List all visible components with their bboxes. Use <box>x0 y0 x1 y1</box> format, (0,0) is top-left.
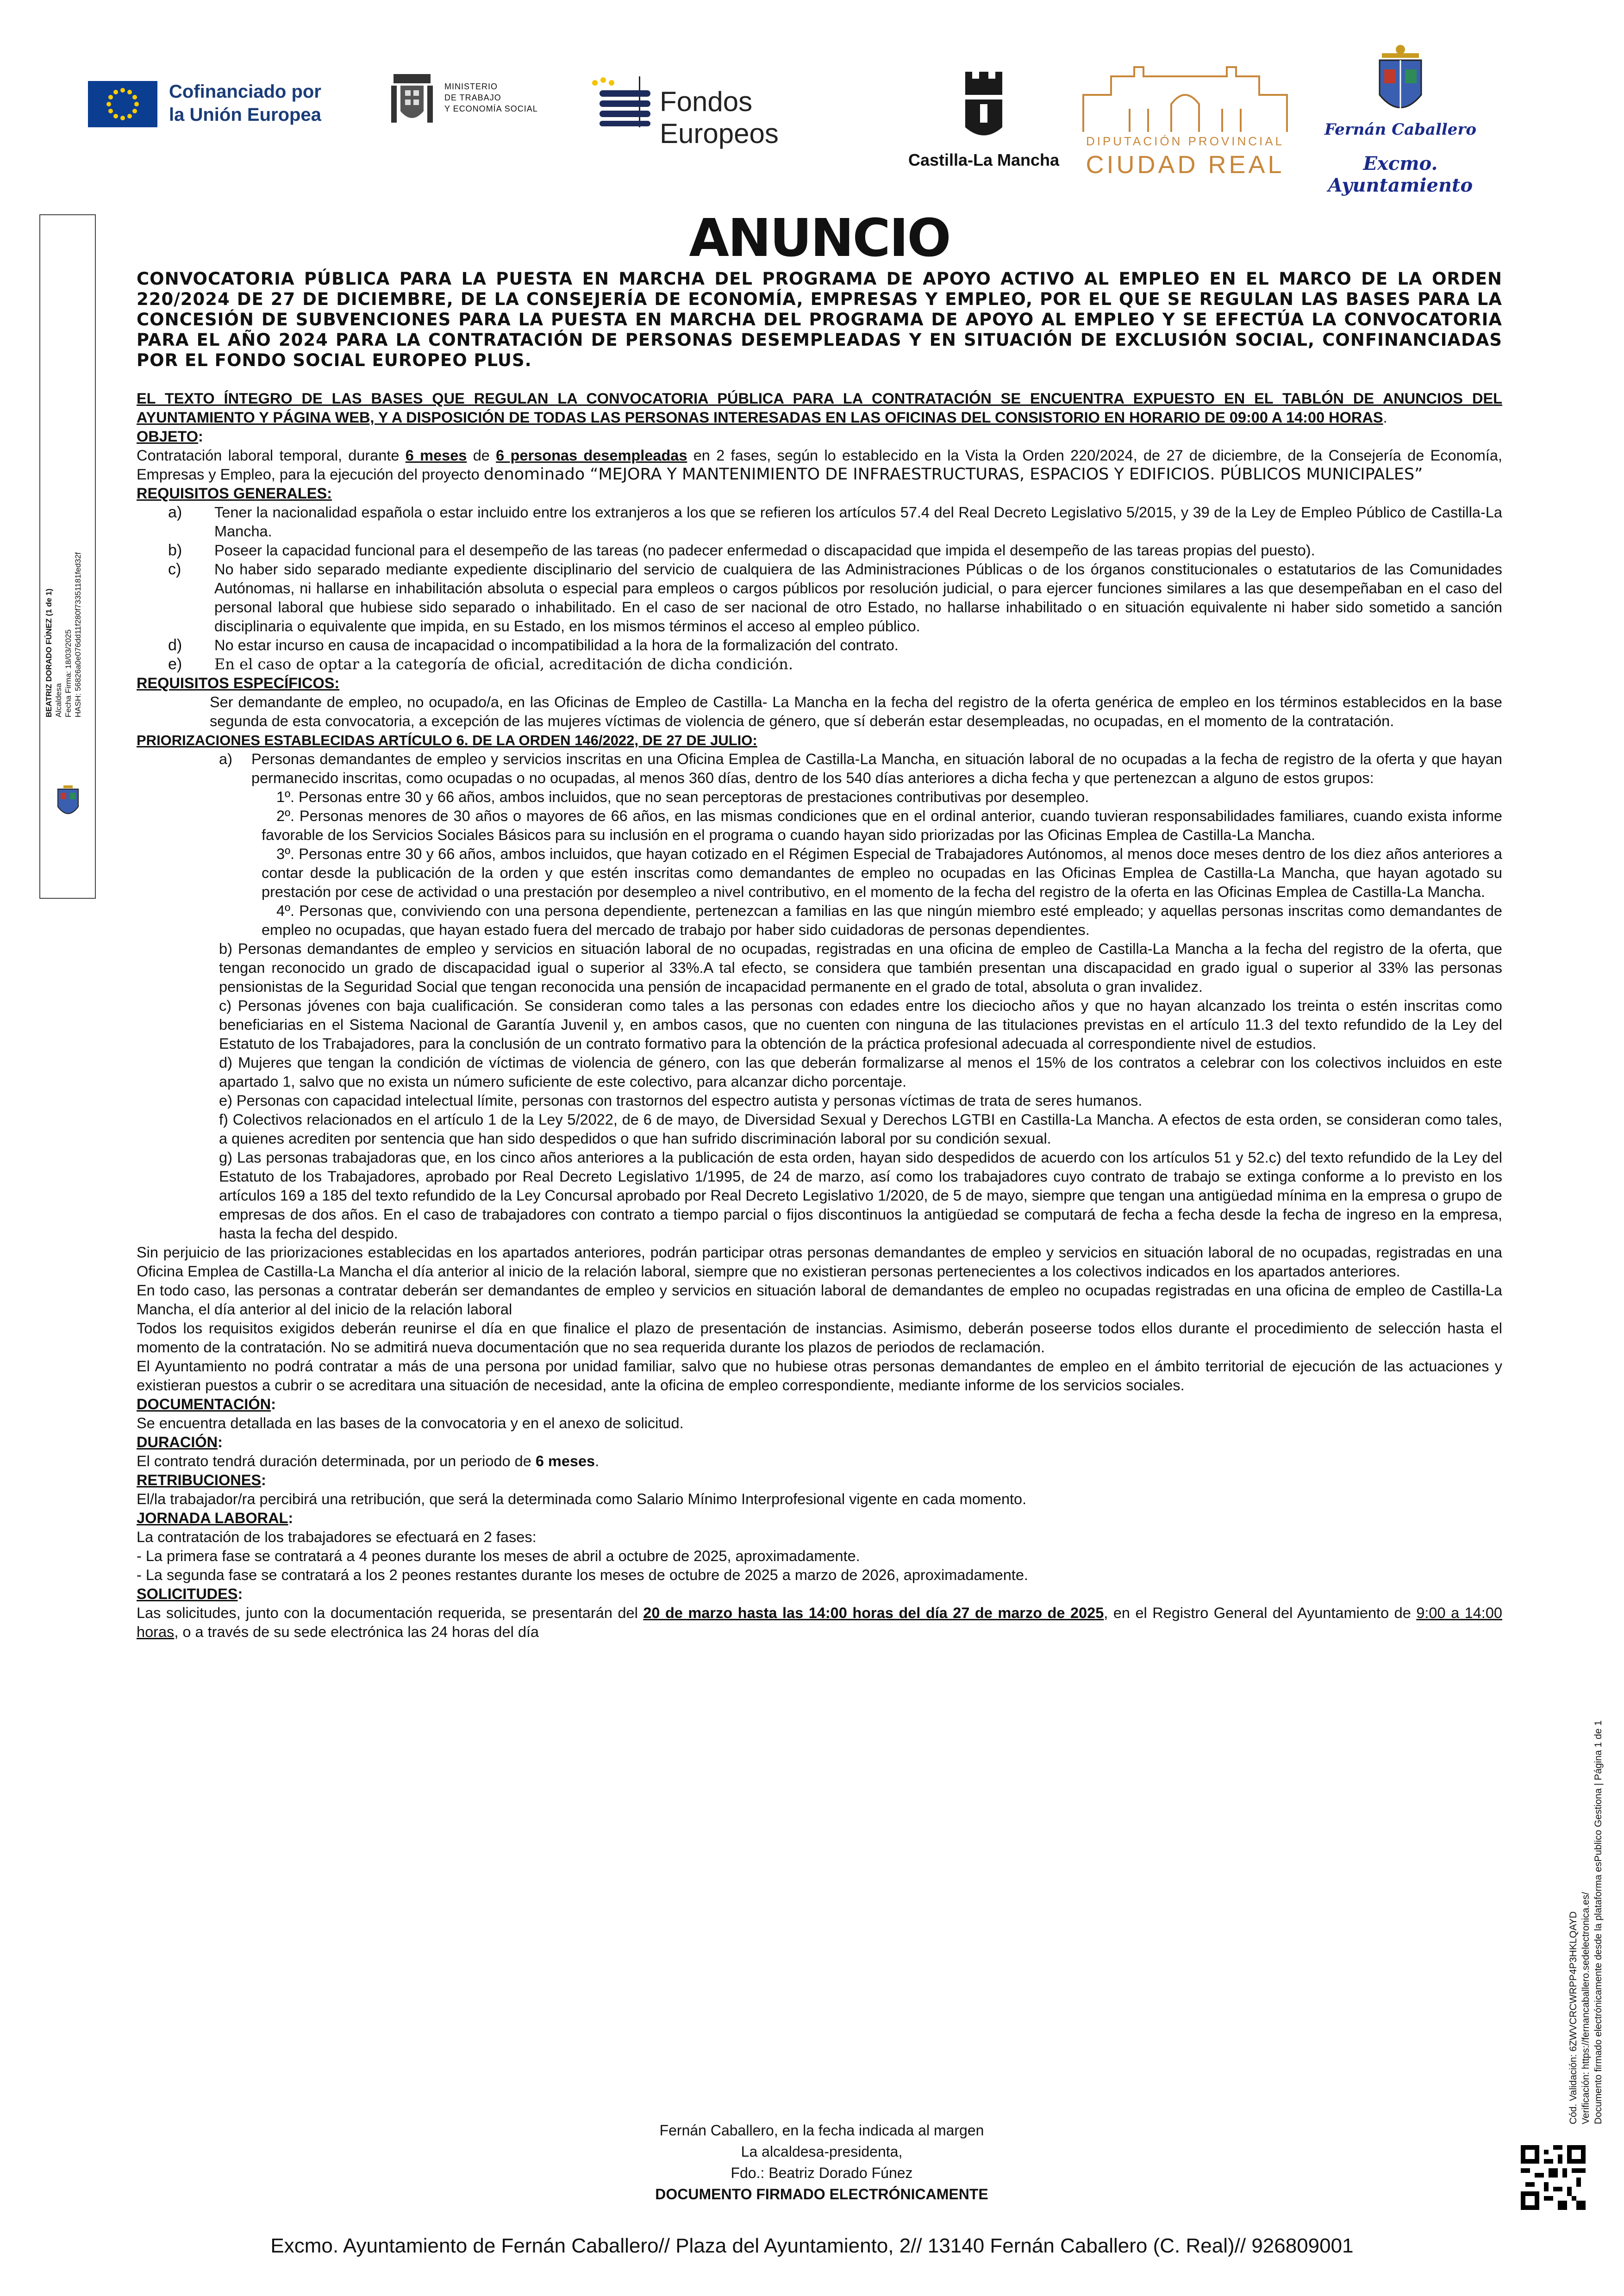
diputacion-ciudad-real-logo: DIPUTACIÓN PROVINCIAL CIUDAD REAL <box>1074 58 1296 183</box>
jornada-line: - La segunda fase se contratará a los 2 peones restantes durante los meses de octubre de 2025 a marzo de 2026, aproximadamente. <box>137 1567 1028 1583</box>
jornada-line: - La primera fase se contratará a 4 peones durante los meses de abril a octubre de 2025, aproximadamente. <box>137 1548 860 1564</box>
header-logos <box>88 44 1486 197</box>
paragraph: El Ayuntamiento no podrá contratar a más de una persona por unidad familiar, salvo que no hubiese otras personas demandantes de empleo en el ámbito territorial de ejecución de las actuaciones y existieran puestos a cubrir o se acreditara una situación de necesidad, ante la oficina de empleo correspondiente, mediante informe de los servicios sociales. <box>137 1358 1502 1394</box>
solicitudes-heading: SOLICITUDES: <box>137 1586 243 1602</box>
documentacion-text: Se encuentra detallada en las bases de la convocatoria y en el anexo de solicitud. <box>137 1415 684 1431</box>
list-item: e) En el caso de optar a la categoría de oficial, acreditación de dicha condición. <box>168 655 793 673</box>
document-title: ANUNCIO <box>689 208 950 268</box>
priorizaciones-heading: PRIORIZACIONES ESTABLECIDAS ARTÍCULO 6. DE LA ORDEN 146/2022, DE 27 DE JULIO: <box>137 732 757 748</box>
list-item: 1º. Personas entre 30 y 66 años, ambos incluidos, que no sean perceptoras de prestaciones contributivas por desempleo. <box>276 789 1089 805</box>
paragraph: Sin perjuicio de las priorizaciones establecidas en los apartados anteriores, podrán participar otras personas demandantes de empleo y servicios en situación laboral de no ocupadas, registradas en una Oficina Emplea de Castilla-La Mancha el día anterior al inicio de la relación laboral, siempre que no existieran personas pertenecientes a los colectivos indicados en los apartados anteriores. <box>137 1244 1502 1280</box>
paragraph: Todos los requisitos exigidos deberán reunirse el día en que finalice el plazo de presentación de instancias. Asimismo, deberán poseerse todos ellos durante el procedimiento de selección hasta el momento de la contratación. No se admitirá nueva documentación que no sea requerida durante los plazos de periodos de reclamación. <box>137 1320 1502 1356</box>
retribuciones-text: El/la trabajador/ra percibirá una retribución, que será la determinada como Salario Mínimo Interprofesional vigente en cada momento. <box>137 1491 1027 1507</box>
ministerio-trabajo-logo: MINISTERIO DE TRABAJO Y ECONOMÍA SOCIAL <box>389 72 630 137</box>
paragraph: En todo caso, las personas a contratar deberán ser demandantes de empleo y servicios en situación laboral de demandantes de empleo no ocupadas registradas en una oficina de empleo de Castilla-La Mancha, el día anterior al del inicio de la relación laboral <box>137 1282 1502 1318</box>
list-item: 4º. Personas que, conviviendo con una persona dependiente, pertenezcan a familias en las que ningún miembro esté empleado; y aquellas personas inscritas como demandantes de empleo no ocupadas, que hayan estado fuera del mercado de trabajo por haber sido cuidadoras de personas dependientes. <box>262 902 1502 938</box>
requisitos-generales-list <box>137 503 1502 674</box>
solicitudes-text: Las solicitudes, junto con la documentación requerida, se presentarán del 20 de marzo hasta las 14:00 horas del día 27 de marzo de 2025, en el Registro General del Ayuntamiento de 9:00 a 14:00 horas, o a través de su sede electrónica las 24 horas del día <box>137 1605 1502 1640</box>
municipal-coat-of-arms-icon <box>1368 44 1433 120</box>
list-item: a) Personas demandantes de empleo y servicios inscritas en una Oficina Emplea de Castilla-La Mancha, en situación laboral de no ocupadas a la fecha de registro de la oferta y que hayan permanecido inscritas, como ocupadas o no ocupadas, al menos 360 días, dentro de los 540 días anteriores a dicha fecha y que pertenezcan a alguno de estos grupos: <box>219 751 1502 786</box>
objeto-section: OBJETO: <box>137 428 203 445</box>
list-item: e) Personas con capacidad intelectual límite, personas con trastornos del espectro autista y personas víctimas de trata de seres humanos. <box>219 1092 1143 1109</box>
list-item: 2º. Personas menores de 30 años o mayores de 66 años, en las mismas condiciones que en el ordinal anterior, cuando tuvieran responsabilidades familiares, cuando exista informe favorable de los Servicios Sociales Básicos para su inclusión en el programa o cuando hayan sido priorizadas por las Oficinas Emplea de Castilla-La Mancha. <box>262 808 1502 843</box>
castilla-la-mancha-logo: Castilla-La Mancha <box>907 58 1060 187</box>
jornada-line: La contratación de los trabajadores se efectuará en 2 fases: <box>137 1529 537 1545</box>
fondos-europeos-icon <box>590 76 655 127</box>
list-item: g) Las personas trabajadoras que, en los cinco años anteriores a la publicación de esta orden, hayan sido despedidos de acuerdo con los artículos 51 y 52.c) del texto refundido de la Ley del Estatuto de los Trabajadores, aprobado por Real Decreto Legislativo 1/1995, de 24 de marzo, así como los trabajadores cuyo contrato de trabajo se extinga conforme a lo previsto en los artículos 169 a 185 del texto refundido de la Ley Concursal aprobado por Real Decreto Legislativo 1/2020, de 5 de mayo, siempre que tengan una antigüedad mínima en la empresa o grupo de empresas de dos años. En el caso de trabajadores con contrato a tiempo parcial o fijos discontinuos la antigüedad se computará de fecha a fecha desde la fecha de ingreso en la empresa, hasta la fecha del despido. <box>219 1149 1502 1242</box>
diputacion-building-icon <box>1074 58 1296 134</box>
texto-integro-notice: EL TEXTO ÍNTEGRO DE LAS BASES QUE REGULAN LA CONVOCATORIA PÚBLICA PARA LA CONTRATACIÓN SE ENCUENTRA EXPUESTO EN EL TABLÓN DE ANUNCIOS DEL AYUNTAMIENTO Y PÁGINA WEB, Y A DISPOSICIÓN DE TODAS LAS PERSONAS INTERESADAS EN LAS OFICINAS DEL CONSISTORIO EN HORARIO DE 09:00 A 14:00 HORAS. <box>137 390 1502 426</box>
municipal-crest-icon <box>54 784 82 821</box>
announcement-document <box>137 208 1502 1642</box>
list-item: d) No estar incurso en causa de incapacidad o incompatibilidad a la hora de la formalización del contrato. <box>168 636 899 654</box>
signature-block: Fernán Caballero, en la fecha indicada al margen La alcaldesa-presidenta, Fdo.: Beatriz Dorado Fúnez DOCUMENTO FIRMADO ELECTRÓNICAMENTE <box>655 2122 988 2203</box>
requisitos-especificos-text: Ser demandante de empleo, no ocupado/a, en las Oficinas de Empleo de Castilla- La Mancha en la fecha del registro de la oferta genérica de empleo en los términos establecidos en la base segunda de esta convocatoria, a excepción de las mujeres víctimas de violencia de género, que sí deberán estar desempleadas, no ocupadas, en el momento de la contratación. <box>210 694 1502 729</box>
signature-strip-text: BEATRIZ DORADO FÚNEZ (1 de 1) Alcaldesa Fecha Firma: 18/03/2025 HASH: 56826a0e076dd11f280f73351181fed32f <box>44 552 82 717</box>
announcement-intro: CONVOCATORIA PÚBLICA PARA LA PUESTA EN MARCHA DEL PROGRAMA DE APOYO ACTIVO AL EMPLEO EN EL MARCO DE LA ORDEN 220/2024 DE 27 DE DICIEMBRE, DE LA CONSEJERÍA DE ECONOMÍA, EMPRESAS Y EMPLEO, POR EL QUE SE REGULAN LAS BASES PARA LA CONCESIÓN DE SUBVENCIONES PARA LA PUESTA EN MARCHA DEL PROGRAMA DE APOYO AL EMPLEO Y SE EFECTÚA LA CONVOCATORIA PARA EL AÑO 2024 PARA LA CONTRATACIÓN DE PERSONAS DESEMPLEADAS Y EN SITUACIÓN DE EXCLUSIÓN SOCIAL, CONFINANCIADAS POR EL FONDO SOCIAL EUROPEO PLUS. <box>137 269 1502 370</box>
list-item: b) Personas demandantes de empleo y servicios en situación laboral de no ocupadas, registradas en una oficina de empleo de Castilla-La Mancha a la fecha del registro de la oferta, que tengan reconocido un grado de discapacidad igual o superior al 33%.A tal efecto, se considera que también presentan una discapacidad en grado igual o superior al 33% las personas pensionistas de la Seguridad Social que tengan reconocida una pensión de incapacidad permanente en el grado de total, absoluta o gran invalidez. <box>219 940 1502 995</box>
list-item: d) Mujeres que tengan la condición de víctimas de violencia de género, con las que deberán formalizarse al menos el 15% de los contratos a celebrar con los colectivos incluidos en este apartado 1, salvo que no exista un número suficiente de este colectivo, para alcanzar dicho porcentaje. <box>219 1054 1502 1090</box>
verification-text: Cód. Validación: 6ZWVCRCWRPP4P3HKLQAYD Verificación: https://fernancaballero.sedelectronica.es/ Documento firmado electrónicamente desde la plataforma esPublico Gestiona | Página 1 de 1 <box>1568 1720 1604 2124</box>
eu-flag-logo <box>88 81 157 127</box>
duracion-text: El contrato tendrá duración determinada, por un periodo de 6 meses. <box>137 1453 600 1469</box>
castilla-la-mancha-castle-icon <box>956 58 1012 146</box>
documentacion-heading: DOCUMENTACIÓN: <box>137 1396 276 1412</box>
fondos-europeos-logo: Fondos Europeos <box>590 76 849 132</box>
retribuciones-heading: RETRIBUCIONES: <box>137 1472 266 1488</box>
ayuntamiento-fernan-caballero-logo: Fernán Caballero Excmo. Ayuntamiento <box>1296 44 1505 197</box>
duracion-heading: DURACIÓN: <box>137 1434 223 1450</box>
qr-code-icon[interactable] <box>1521 2145 1586 2210</box>
requisitos-generales-heading: REQUISITOS GENERALES: <box>137 485 332 502</box>
objeto-text: Contratación laboral temporal, durante 6 meses de 6 personas desempleadas en 2 fases, según lo establecido en la Vista la Orden 220/2024, de 27 de diciembre, de la Consejería de Economía, Empresas y Empleo, para la ejecución del proyecto denominado “MEJORA Y MANTENIMIENTO DE INFRAESTRUCTURAS, ESPACIOS Y EDIFICIOS. PÚBLICOS MUNICIPALES” <box>137 447 1502 484</box>
requisitos-especificos-heading: REQUISITOS ESPECÍFICOS: <box>137 675 340 691</box>
page-footer: Excmo. Ayuntamiento de Fernán Caballero// Plaza del Ayuntamiento, 2// 13140 Fernán Caballero (C. Real)// 926809001 <box>270 2234 1354 2257</box>
list-item: c) No haber sido separado mediante expediente disciplinario del servicio de cualquiera de las Administraciones Públicas o de los órganos constitucionales o estatutarios de las Comunidades Autónomas, ni hallarse en inhabilitación absoluta o especial para empleos o cargos públicos por resolución judicial, o para ejercer funciones similares a las que desempeñaban en el caso del personal laboral que hubiese sido separado o inhabilitado. En el caso de ser nacional de otro Estado, no hallarse inhabilitado o en situación equivalente ni haber sido sometido a sanción disciplinaria o equivalente que impida, en su Estado, en los mismos términos el acceso al empleo público. <box>168 560 1502 635</box>
spain-coat-of-arms-icon <box>389 72 435 132</box>
eu-cofinanciado-logo-text: Cofinanciado por la Unión Europea <box>169 81 321 125</box>
list-item: 3º. Personas entre 30 y 66 años, ambos incluidos, que hayan cotizado en el Régimen Especial de Trabajadores Autónomos, al menos doce meses dentro de los diez años anteriores a contar desde la publicación de la orden y que estén inscritas como demandantes de empleo no ocupadas en las Oficinas Emplea de Castilla-La Mancha, que hayan agotado su prestación por cese de actividad o una prestación por desempleo a nivel contributivo, en el momento de la fecha del registro de la oferta en las Oficinas Emplea de Castilla-La Mancha. <box>262 846 1502 900</box>
list-item: a) Tener la nacionalidad española o estar incluido entre los extranjeros a los que se refieren los artículos 57.4 del Real Decreto Legislativo 5/2015, y 39 de la Ley de Empleo Público de Castilla-La Mancha. <box>168 504 1502 540</box>
list-item: c) Personas jóvenes con baja cualificación. Se consideran como tales a las personas con edades entre los dieciocho años y que no hayan alcanzado los treinta o estén inscritas como beneficiarias en el Sistema Nacional de Garantía Juvenil y, en ambos casos, que no cuenten con ninguna de las titulaciones previstas en el artículo 11.3 del texto refundido de la Ley del Estatuto de los Trabajadores, para la conclusión de un contrato formativo para la obtención de la práctica profesional adecuada al correspondiente nivel de estudios. <box>219 997 1502 1052</box>
jornada-heading: JORNADA LABORAL: <box>137 1510 294 1526</box>
list-item: b) Poseer la capacidad funcional para el desempeño de las tareas (no padecer enfermedad o discapacidad que impida el desempeño de las tareas propias del puesto). <box>168 541 1315 559</box>
list-item: f) Colectivos relacionados en el artículo 1 de la Ley 5/2022, de 6 de mayo, de Diversidad Sexual y Derechos LGTBI en Castilla-La Mancha. A efectos de esta orden, se consideran como tales, a quienes acrediten por sentencia que han sido despedidos o que han sufrido discriminación laboral por su condición sexual. <box>219 1111 1502 1147</box>
